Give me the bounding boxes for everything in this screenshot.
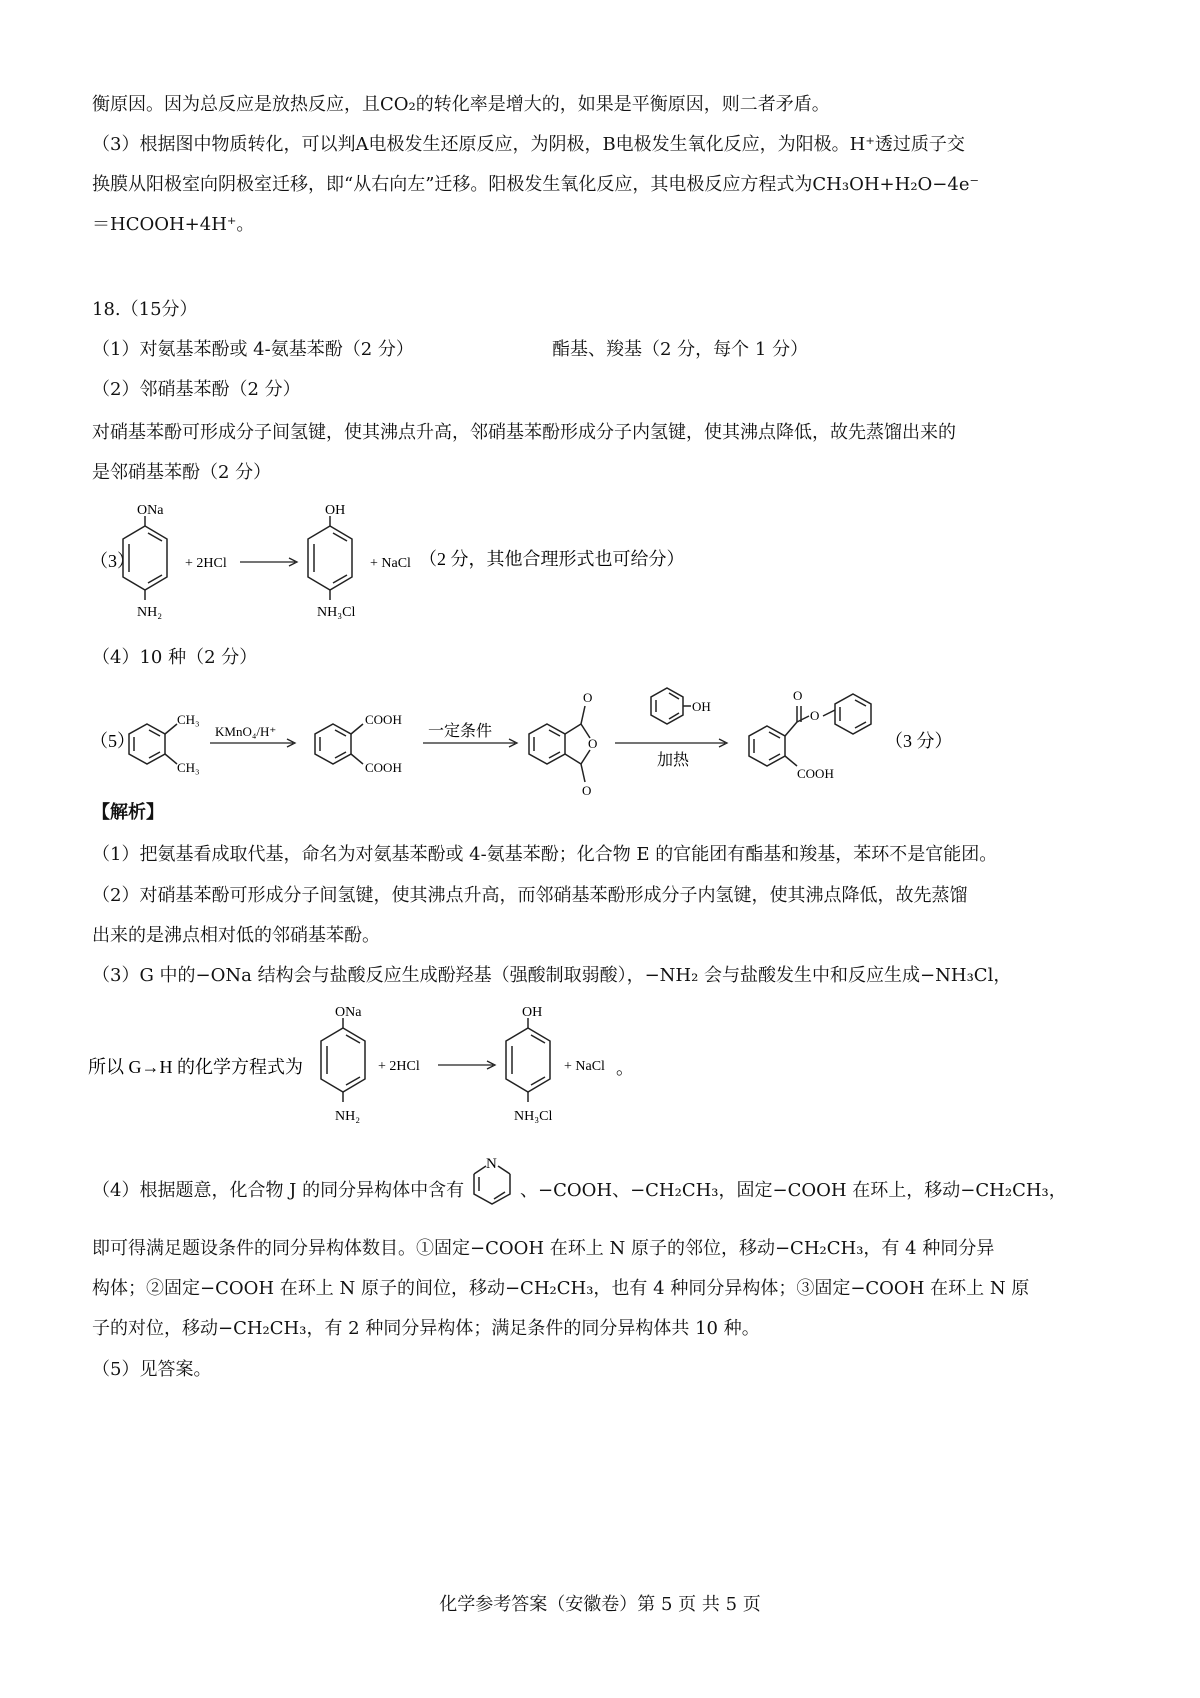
analysis-heading: 【解析】 (92, 802, 164, 823)
benzene-ring-icon (315, 724, 363, 764)
benzene-ring-icon (749, 706, 835, 766)
eq3-product-bottom: NH₃Cl (317, 605, 356, 620)
arrow-icon (210, 739, 295, 747)
eq5-sub2: CH₃ (177, 760, 200, 775)
benzene-ring-icon (321, 1018, 365, 1102)
eq5-sub1: CH₃ (177, 712, 200, 727)
page-footer: 化学参考答案（安徽卷）第 5 页 共 5 页 (439, 1594, 761, 1615)
eq5-prefix: （5） (90, 731, 135, 751)
benzene-ring-icon (506, 1018, 550, 1102)
eq5-cooh1: COOH (365, 712, 402, 727)
text-line: ＝HCOOH+4H⁺。 (92, 214, 255, 235)
eq3-prefix: （3） (90, 551, 135, 571)
eq3-reactant-top: ONa (137, 503, 164, 518)
text-line: （3）根据图中物质转化，可以判A电极发生还原反应，为阴极，B电极发生氧化反应，为阳极。H⁺透过质子交 (92, 134, 965, 155)
eq3-note: （2 分，其他合理形式也可给分） (419, 549, 685, 569)
benzene-ring-icon (835, 694, 871, 734)
answer-1a: （1）对氨基苯酚或 4-氨基苯酚（2 分） (92, 339, 414, 360)
benzene-ring-icon (129, 724, 177, 764)
eqa-suffix: 。 (616, 1058, 634, 1078)
eq5-arrow2-label: 一定条件 (428, 723, 493, 740)
eq5-prod-o1: O (793, 688, 803, 703)
arrow-icon (438, 1061, 495, 1069)
text-line: 出来的是沸点相对低的邻硝基苯酚。 (92, 925, 380, 946)
eq3-reactant-bottom: NH₂ (137, 605, 163, 620)
benzene-ring-icon (123, 516, 167, 600)
pyridine-n-label: N (486, 1156, 497, 1172)
answer-1b: 酯基、羧基（2 分，每个 1 分） (552, 339, 809, 360)
pyridine-ring-icon (468, 1152, 518, 1212)
question-header: 18.（15分） (92, 299, 198, 320)
eqa-byproduct: + NaCl (564, 1059, 605, 1074)
eq5-o1: O (583, 690, 593, 705)
analysis-4-suffix: 、−COOH、−CH₂CH₃，固定−COOH 在环上，移动−CH₂CH₃， (520, 1180, 1067, 1201)
text-line: 即可得满足题设条件的同分异构体数目。①固定−COOH 在环上 N 原子的邻位，移动−CH₂CH₃，有 4 种同分异 (92, 1238, 995, 1259)
eqa-product-bottom: NH₃Cl (514, 1109, 553, 1124)
text-line: 衡原因。因为总反应是放热反应，且CO₂的转化率是增大的，如果是平衡原因，则二者矛盾。 (92, 94, 830, 115)
text-line: （1）把氨基看成取代基，命名为对氨基苯酚或 4-氨基苯酚；化合物 E 的官能团有酯基和羧基，苯环不是官能团。 (92, 844, 998, 865)
reaction-equation-3 (85, 498, 1085, 638)
arrow-icon (423, 739, 517, 747)
eq5-arrow3-above: OH (692, 699, 711, 714)
eq5-o3: O (582, 783, 592, 798)
eq5-cooh2: COOH (365, 760, 402, 775)
text-line: 子的对位，移动−CH₂CH₃，有 2 种同分异构体；满足条件的同分异构体共 10 种。 (92, 1318, 760, 1339)
eqa-prefix: 所以 G→H 的化学方程式为 (88, 1057, 303, 1077)
text-line: 换膜从阳极室向阴极室迁移，即“从右向左”迁移。阳极发生氧化反应，其电极反应方程式为CH₃OH+H₂O−4e⁻ (92, 174, 979, 195)
eq5-prod-cooh: COOH (797, 766, 834, 781)
text-line: （5）见答案。 (92, 1359, 212, 1380)
text-line: 是邻硝基苯酚（2 分） (92, 462, 272, 483)
eq5-o2: O (588, 736, 598, 751)
benzene-ring-icon (651, 688, 691, 724)
arrow-icon (240, 558, 297, 566)
text-line: 对硝基苯酚可形成分子间氢键，使其沸点升高，邻硝基苯酚形成分子内氢键，使其沸点降低，故先蒸馏出来的 (92, 422, 956, 443)
eq5-prod-o2: O (810, 708, 820, 723)
eqa-reactant-top: ONa (335, 1005, 362, 1020)
reaction-equation-analysis-3 (88, 998, 788, 1138)
benzene-ring-icon (308, 516, 352, 600)
eqa-product-top: OH (522, 1005, 543, 1020)
analysis-4-prefix: （4）根据题意，化合物 J 的同分异构体中含有 (92, 1180, 465, 1201)
reaction-equation-5 (85, 680, 1105, 798)
text-line: （3）G 中的−ONa 结构会与盐酸反应生成酚羟基（强酸制取弱酸），−NH₂ 会与盐酸发生中和反应生成−NH₃Cl， (92, 965, 1012, 986)
eq5-arrow3-below: 加热 (657, 752, 690, 769)
benzene-ring-icon (529, 706, 590, 782)
eqa-reactant-bottom: NH₂ (335, 1109, 361, 1124)
eq3-product-top: OH (325, 503, 346, 518)
answer-2: （2）邻硝基苯酚（2 分） (92, 379, 301, 400)
text-line: （2）对硝基苯酚可形成分子间氢键，使其沸点升高，而邻硝基苯酚形成分子内氢键，使其沸点降低，故先蒸馏 (92, 885, 968, 906)
text-line: 构体；②固定−COOH 在环上 N 原子的间位，移动−CH₂CH₃，也有 4 种同分异构体；③固定−COOH 在环上 N 原 (92, 1278, 1030, 1299)
arrow-icon (615, 739, 727, 747)
eq3-reagent: + 2HCl (185, 556, 227, 571)
answer-4: （4）10 种（2 分） (92, 647, 258, 668)
eq3-byproduct: + NaCl (370, 556, 411, 571)
eq5-arrow1-label: KMnO₄/H⁺ (215, 724, 277, 739)
eqa-reagent: + 2HCl (378, 1059, 420, 1074)
eq5-score: （3 分） (885, 731, 953, 751)
